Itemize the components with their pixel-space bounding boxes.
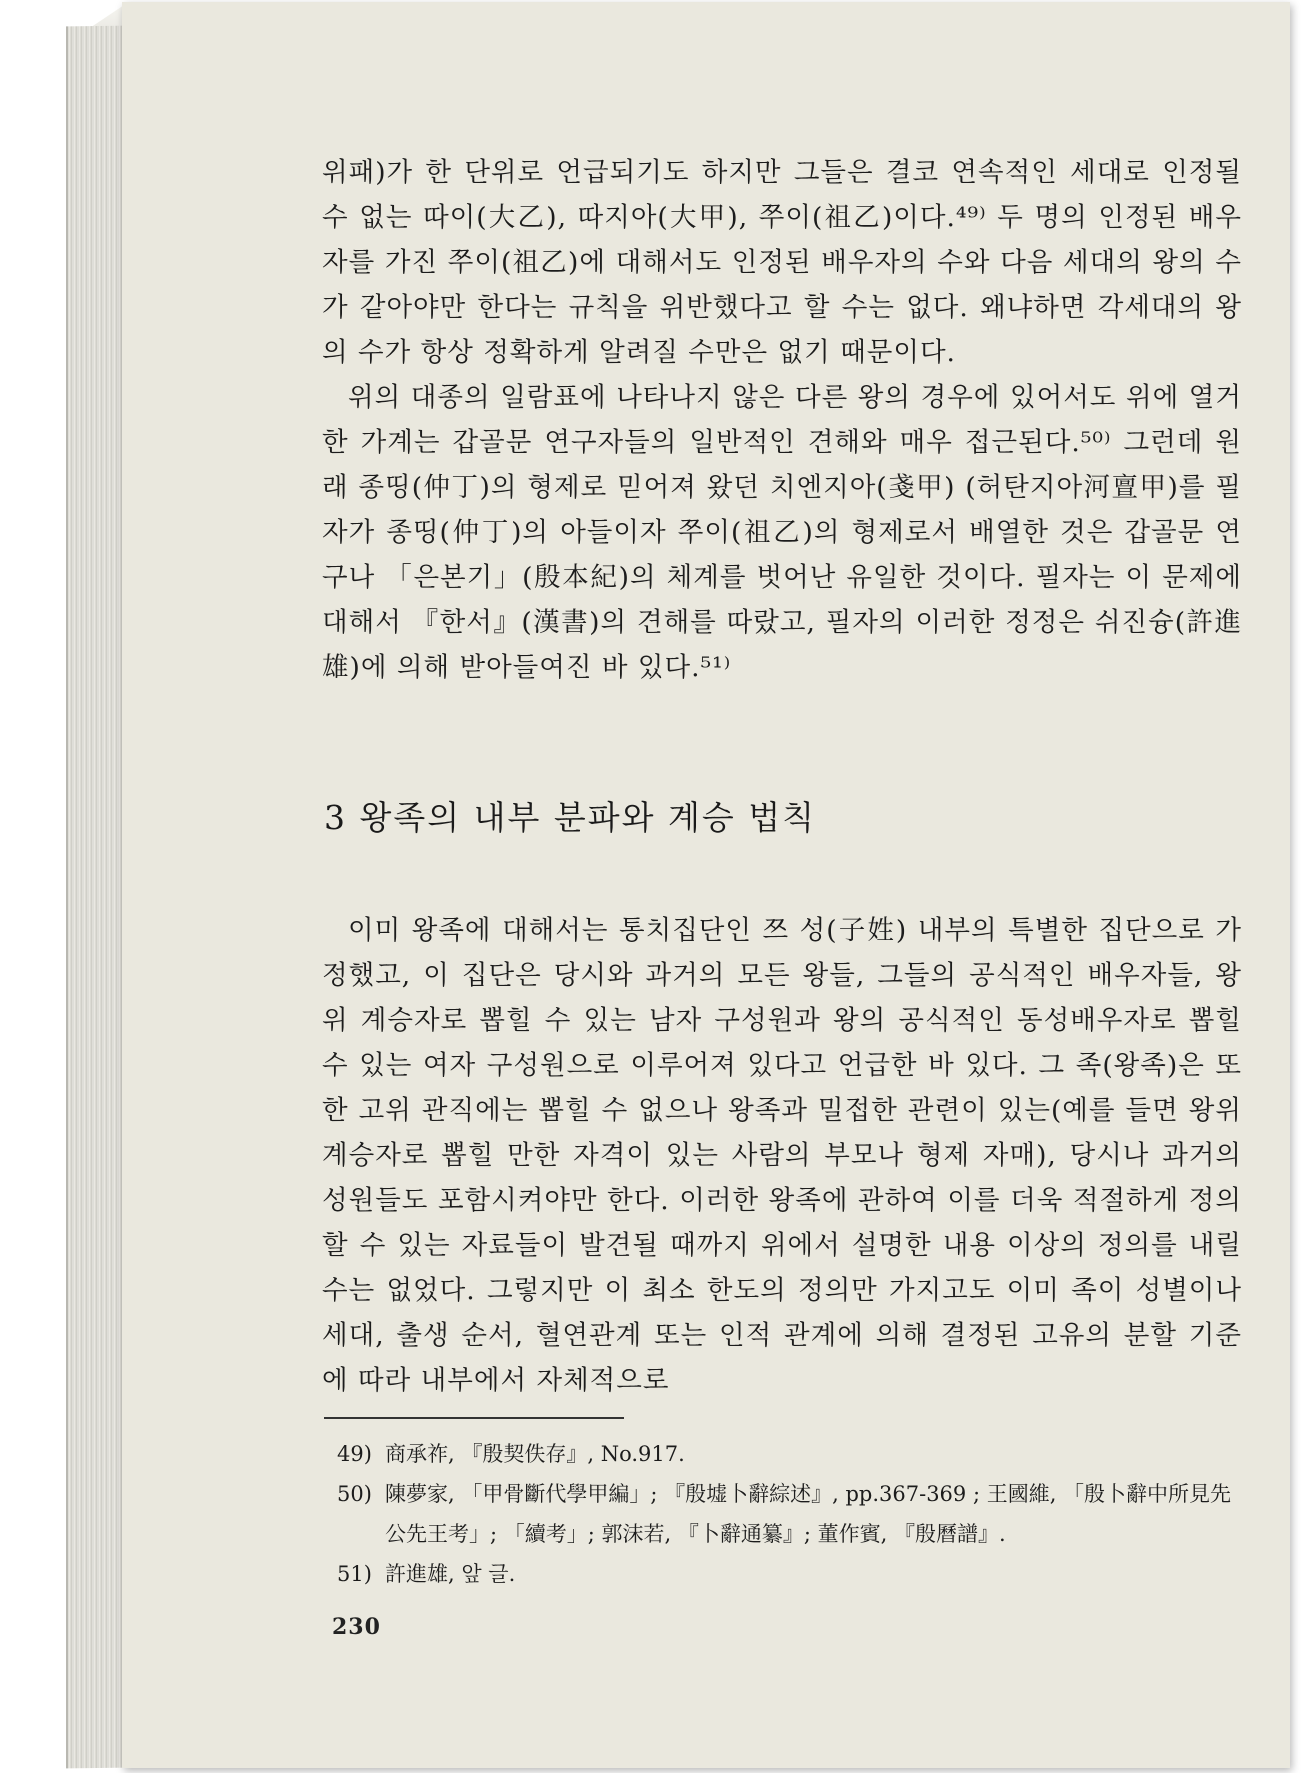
book-page <box>122 2 1290 1768</box>
body-text-top <box>322 150 1242 690</box>
footnote-text: 商承祚, 『殷契佚存』, No.917. <box>385 1442 685 1466</box>
footnote-text: 許進雄, 앞 글. <box>385 1562 516 1586</box>
body-text-bottom <box>322 908 1242 1403</box>
footnote <box>337 1554 1242 1594</box>
section-heading: 3 왕족의 내부 분파와 계승 법칙 <box>324 798 816 837</box>
footnotes <box>337 1434 1242 1594</box>
page-stack-edge <box>66 26 130 1769</box>
footnote <box>337 1474 1242 1554</box>
paragraph: 위의 대종의 일람표에 나타나지 않은 다른 왕의 경우에 있어서도 위에 열거한 가계는 갑골문 연구자들의 일반적인 견해와 매우 접근된다.⁵⁰⁾ 그런데 원래 종띵(仲丁)의 형제로 믿어져 왔던 치엔지아(戔甲) (허탄지아河亶甲)를 필자가 종띵(仲丁)의 아들이자 쭈이(祖乙)의 형제로서 배열한 것은 갑골문 연구나 「은본기」(殷本紀)의 체계를 벗어난 유일한 것이다. 필자는 이 문제에 대해서 『한서』(漢書)의 견해를 따랐고, 필자의 이러한 정정은 쉬진슝(許進雄)에 의해 받아들여진 바 있다.⁵¹⁾ <box>322 382 1242 683</box>
footnote-divider <box>324 1417 624 1419</box>
footnote-text: 陳夢家, 「甲骨斷代學甲編」; 『殷墟卜辭綜述』, pp.367-369 ; 王國維, 「殷卜辭中所見先公先王考」; 「續考」; 郭沫若, 『卜辭通纂』; 董作賓, 『殷曆譜』. <box>385 1482 1232 1546</box>
paragraph: 이미 왕족에 대해서는 통치집단인 쯔 성(子姓) 내부의 특별한 집단으로 가정했고, 이 집단은 당시와 과거의 모든 왕들, 그들의 공식적인 배우자들, 왕위 계승자로 뽑힐 수 있는 남자 구성원과 왕의 공식적인 동성배우자로 뽑힐 수 있는 여자 구성원으로 이루어져 있다고 언급한 바 있다. 그 족(왕족)은 또한 고위 관직에는 뽑힐 수 없으나 왕족과 밀접한 관련이 있는(예를 들면 왕위 계승자로 뽑힐 만한 자격이 있는 사람의 부모나 형제 자매), 당시나 과거의 성원들도 포함시켜야만 한다. 이러한 왕족에 관하여 이를 더욱 적절하게 정의할 수 있는 자료들이 발견될 때까지 위에서 설명한 내용 이상의 정의를 내릴 수는 없었다. 그렇지만 이 최소 한도의 정의만 가지고도 이미 족이 성별이나 세대, 출생 순서, 혈연관계 또는 인적 관계에 의해 결정된 고유의 분할 기준에 따라 내부에서 자체적으로 <box>322 915 1242 1396</box>
paragraph: 위패)가 한 단위로 언급되기도 하지만 그들은 결코 연속적인 세대로 인정될 수 없는 따이(大乙), 따지아(大甲), 쭈이(祖乙)이다.⁴⁹⁾ 두 명의 인정된 배우자를 가진 쭈이(祖乙)에 대해서도 인정된 배우자의 수와 다음 세대의 왕의 수가 같아야만 한다는 규칙을 위반했다고 할 수는 없다. 왜냐하면 각세대의 왕의 수가 항상 정확하게 알려질 수만은 없기 때문이다. <box>322 157 1242 368</box>
footnote-number: 51) <box>337 1562 372 1586</box>
footnote-number: 50) <box>337 1482 372 1506</box>
footnote-number: 49) <box>337 1442 372 1466</box>
book <box>60 2 1290 1768</box>
page-number: 230 <box>332 1614 381 1640</box>
footnote <box>337 1434 1242 1474</box>
